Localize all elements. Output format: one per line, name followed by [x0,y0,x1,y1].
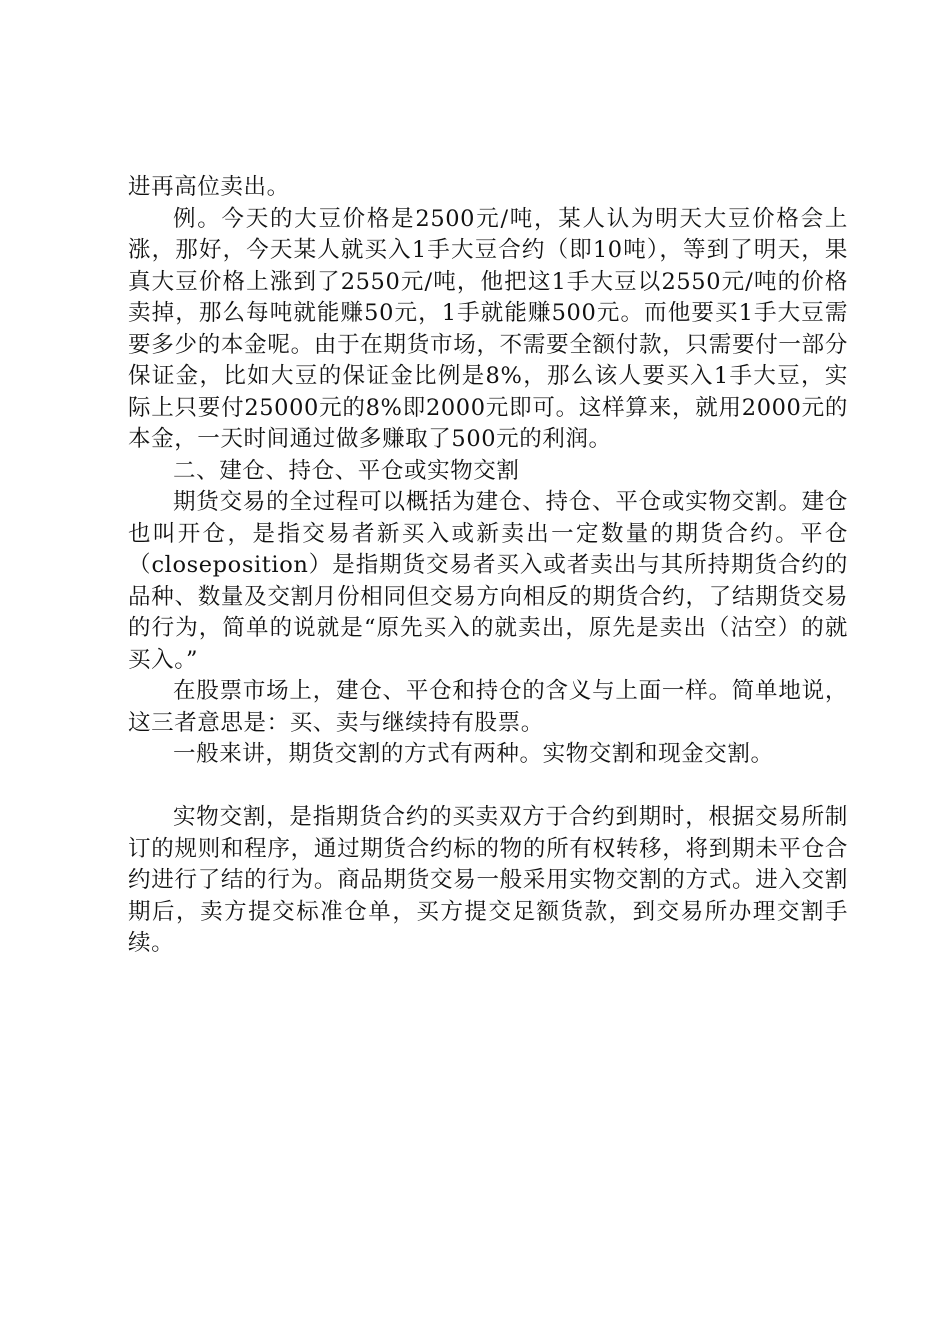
paragraph-continuation: 进再高位卖出。 [128,174,290,200]
paragraph-delivery-methods: 一般来讲，期货交割的方式有两种。实物交割和现金交割。 [173,741,774,767]
paragraph-physical-delivery: 实物交割，是指期货合约的买卖双方于合约到期时，根据交易所制订的规则和程序，通过期货合约标的物的所有权转移，将到期未平仓合约进行了结的行为。商品期货交易一般采用实物交割的方式。进入交割期后，卖方提交标准仓单，买方提交足额货款，到交易所办理交割手续。 [128,804,848,956]
paragraph-process: 期货交易的全过程可以概括为建仓、持仓、平仓或实物交割。建仓也叫开仓，是指交易者新买入或新卖出一定数量的期货合约。平仓（closeposition）是指期货交易者买入或者卖出与其所持期货合约的品种、数量及交割月份相同但交易方向相反的期货合约，了结期货交易的行为，简单的说就是“原先买入的就卖出，原先是卖出（沽空）的就买入。” [128,489,848,673]
section-heading: 二、建仓、持仓、平仓或实物交割 [173,457,520,484]
blank-line [128,771,848,803]
paragraph-example: 例。今天的大豆价格是2500元/吨，某人认为明天大豆价格会上涨，那好，今天某人就买入1手大豆合约（即10吨），等到了明天，果真大豆价格上涨到了2550元/吨，他把这1手大豆以2550元/吨的价格卖掉，那么每吨就能赚50元，1手就能赚500元。而他要买1手大豆需要多少的本金呢。由于在期货市场，不需要全额付款，只需要付一部分保证金，比如大豆的保证金比例是8%，那么该人要买入1手大豆，实际上只要付25000元的8%即2000元即可。这样算来，就用2000元的本金，一天时间通过做多赚取了500元的利润。 [128,205,848,452]
paragraph-stock-market: 在股票市场上，建仓、平仓和持仓的含义与上面一样。简单地说，这三者意思是：买、卖与继续持有股票。 [128,678,848,736]
document-body [128,172,848,960]
